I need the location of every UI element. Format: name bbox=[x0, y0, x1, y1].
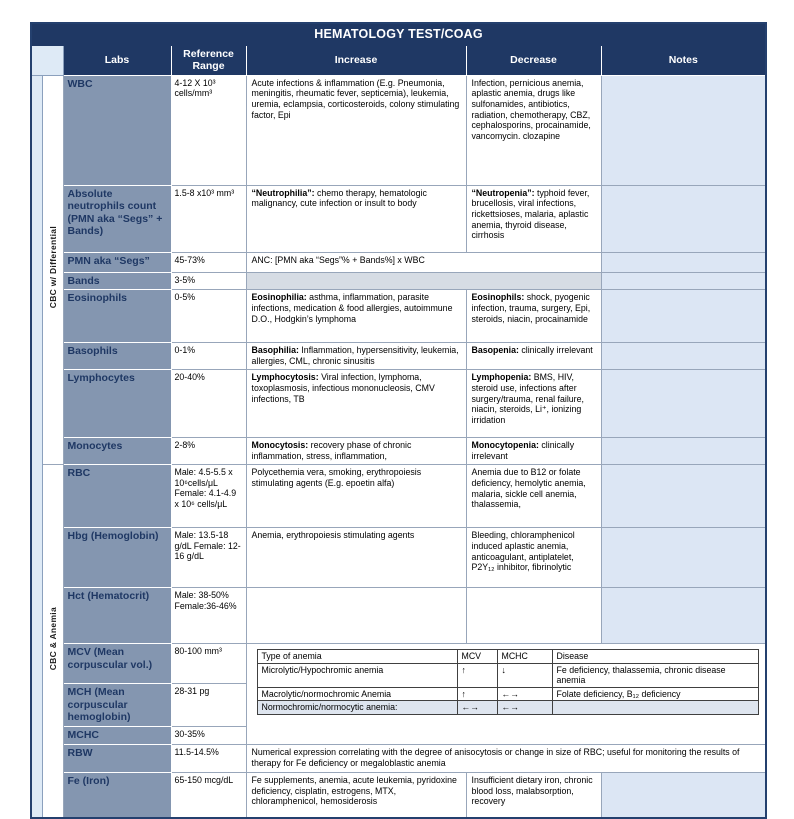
increase-monocytes bbox=[246, 438, 466, 465]
col-header-reference-range: Reference Range bbox=[171, 45, 246, 75]
table-row-mcv bbox=[31, 644, 766, 684]
notes-pmn bbox=[601, 252, 766, 272]
title-row bbox=[31, 23, 766, 45]
table-row-wbc bbox=[31, 75, 766, 185]
lab-monocytes: Monocytes bbox=[63, 438, 171, 465]
decrease-hbg: Bleeding, chloramphenicol induced aplastic anemia, anticoagulant, antiplatelet, P2Y₁₂ inhibitor, fibrinolytic bbox=[466, 528, 601, 588]
ref-hbg: Male: 13.5-18 g/dL Female: 12-16 g/dL bbox=[171, 528, 246, 588]
anemia-header-mcv: MCV bbox=[457, 650, 497, 664]
lab-bands: Bands bbox=[63, 272, 171, 290]
ref-bands: 3-5% bbox=[171, 272, 246, 290]
decrease-monocytes-term: Monocytopenia: bbox=[471, 440, 539, 451]
anemia-row-macrolytic bbox=[257, 687, 759, 701]
increase-wbc: Acute infections & inflammation (E.g. Pneumonia, meningitis, rheumatic fever, septicemia), leukemia, uremia, eclampsia, corticosteroids, colony stimulating factor, Epi bbox=[246, 75, 466, 185]
ref-basophils: 0-1% bbox=[171, 343, 246, 370]
lab-rbw: RBW bbox=[63, 744, 171, 772]
increase-eosinophils-term: Eosinophilia: bbox=[251, 292, 307, 303]
anemia-mchc-arrow: ←→ bbox=[497, 701, 552, 715]
group-label-text: CBC w/ Differential bbox=[47, 226, 58, 309]
table-row-monocytes bbox=[31, 438, 766, 465]
lab-lymphocytes: Lymphocytes bbox=[63, 370, 171, 438]
ref-fe: 65-150 mcg/dL bbox=[171, 772, 246, 818]
ref-mchc: 30-35% bbox=[171, 726, 246, 744]
lab-mch: MCH (Mean corpuscular hemoglobin) bbox=[63, 684, 171, 727]
increase-lymphocytes-text: Viral infection, lymphoma, toxoplasmosis, infectious mononucleosis, CMV infections, TB bbox=[251, 372, 435, 404]
ref-wbc: 4-12 X 10³ cells/mm³ bbox=[171, 75, 246, 185]
increase-basophils bbox=[246, 343, 466, 370]
page-title: HEMATOLOGY TEST/COAG bbox=[31, 23, 766, 45]
anemia-header-row bbox=[257, 650, 759, 664]
notes-rbc bbox=[601, 465, 766, 528]
increase-eosinophils bbox=[246, 290, 466, 343]
increase-hbg: Anemia, erythropoiesis stimulating agents bbox=[246, 528, 466, 588]
anemia-header-type: Type of anemia bbox=[257, 650, 457, 664]
anemia-types-cell bbox=[246, 644, 766, 745]
left-strip bbox=[31, 75, 42, 818]
notes-eosinophils bbox=[601, 290, 766, 343]
lab-hct: Hct (Hematocrit) bbox=[63, 588, 171, 644]
lab-basophils: Basophils bbox=[63, 343, 171, 370]
hematology-table bbox=[30, 22, 767, 819]
group-label-cbc-anemia bbox=[42, 465, 63, 819]
increase-basophils-term: Basophilia: bbox=[251, 345, 299, 356]
table-row-rbc bbox=[31, 465, 766, 528]
ref-neutrophils: 1.5-8 x10³ mm³ bbox=[171, 185, 246, 252]
increase-lymphocytes-term: Lymphocytosis: bbox=[251, 372, 319, 383]
anemia-mcv-arrow: ←→ bbox=[457, 701, 497, 715]
document-page bbox=[30, 22, 767, 819]
increase-rbc: Polycethemia vera, smoking, erythropoiesis stimulating agents (E.g. epoetin alfa) bbox=[246, 465, 466, 528]
increase-lymphocytes bbox=[246, 370, 466, 438]
lab-pmn: PMN aka “Segs” bbox=[63, 252, 171, 272]
notes-bands bbox=[601, 272, 766, 290]
notes-hct bbox=[601, 588, 766, 644]
decrease-hct bbox=[466, 588, 601, 644]
table-row-bands bbox=[31, 272, 766, 290]
decrease-basophils bbox=[466, 343, 601, 370]
decrease-monocytes bbox=[466, 438, 601, 465]
table-row-pmn bbox=[31, 252, 766, 272]
decrease-neutrophils-text: typhoid fever, brucellosis, viral infections, rickettsioses, malaria, aplastic anemia, thyroid disease, cirrhosis bbox=[471, 187, 590, 241]
ref-pmn: 45-73% bbox=[171, 252, 246, 272]
col-header-increase: Increase bbox=[246, 45, 466, 75]
increase-fe: Fe supplements, anemia, acute leukemia, pyridoxine deficiency, cisplatin, estrogens, MTX, chloramphenicol, hemosiderosis bbox=[246, 772, 466, 818]
header-corner bbox=[31, 45, 63, 75]
notes-hbg bbox=[601, 528, 766, 588]
ref-eosinophils: 0-5% bbox=[171, 290, 246, 343]
anemia-disease: Folate deficiency, B₁₂ deficiency bbox=[552, 687, 759, 701]
anemia-mchc-arrow: ↓ bbox=[497, 663, 552, 687]
table-row-eosinophils bbox=[31, 290, 766, 343]
notes-fe bbox=[601, 772, 766, 818]
table-row-lymphocytes bbox=[31, 370, 766, 438]
notes-basophils bbox=[601, 343, 766, 370]
lab-fe: Fe (Iron) bbox=[63, 772, 171, 818]
decrease-wbc: Infection, pernicious anemia, aplastic anemia, drugs like sulfonamides, antibiotics, radiation, chemotherapy, CBZ, cephalosporins, procainamide, vancomycin. clozapine bbox=[466, 75, 601, 185]
notes-lymphocytes bbox=[601, 370, 766, 438]
anemia-mchc-arrow: ←→ bbox=[497, 687, 552, 701]
group-label-text: CBC & Anemia bbox=[47, 607, 58, 671]
ref-rbc: Male: 4.5-5.5 x 10⁶cells/μL Female: 4.1-4.9 x 10⁶ cells/μL bbox=[171, 465, 246, 528]
increase-hct bbox=[246, 588, 466, 644]
lab-mcv: MCV (Mean corpuscular vol.) bbox=[63, 644, 171, 684]
notes-wbc bbox=[601, 75, 766, 185]
decrease-lymphocytes-text: BMS, HIV, steroid use, infections after surgery/trauma, renal failure, niacin, steroids, Li⁺, ionizing irridation bbox=[471, 372, 584, 425]
lab-wbc: WBC bbox=[63, 75, 171, 185]
ref-rbw: 11.5-14.5% bbox=[171, 744, 246, 772]
lab-neutrophils: Absolute neutrophils count (PMN aka “Segs” + Bands) bbox=[63, 185, 171, 252]
table-row-hct bbox=[31, 588, 766, 644]
increase-monocytes-term: Monocytosis: bbox=[251, 440, 309, 451]
group-label-cbc-differential bbox=[42, 75, 63, 465]
decrease-monocytes-text: clinically irrelevant bbox=[471, 440, 575, 461]
decrease-eosinophils bbox=[466, 290, 601, 343]
decrease-neutrophils-term: “Neutropenia”: bbox=[471, 187, 535, 198]
increase-neutrophils bbox=[246, 185, 466, 252]
col-header-labs: Labs bbox=[63, 45, 171, 75]
decrease-rbc: Anemia due to B12 or folate deficiency, hemolytic anemia, malaria, sickle cell anemia, thalassemia, bbox=[466, 465, 601, 528]
decrease-eosinophils-term: Eosinophils: bbox=[471, 292, 525, 303]
table-row-basophils bbox=[31, 343, 766, 370]
notes-neutrophils bbox=[601, 185, 766, 252]
increase-neutrophils-term: “Neutrophilia”: bbox=[251, 187, 315, 198]
table-row-fe bbox=[31, 772, 766, 818]
increase-basophils-text: Inflammation, hypersensitivity, leukemia, allergies, CML, chronic sinusitis bbox=[251, 345, 459, 366]
anemia-header-mchc: MCHC bbox=[497, 650, 552, 664]
col-header-decrease: Decrease bbox=[466, 45, 601, 75]
lab-hbg: Hbg (Hemoglobin) bbox=[63, 528, 171, 588]
anemia-mcv-arrow: ↑ bbox=[457, 663, 497, 687]
anemia-header-disease: Disease bbox=[552, 650, 759, 664]
table-row-hbg bbox=[31, 528, 766, 588]
decrease-basophils-term: Basopenia: bbox=[471, 345, 519, 356]
decrease-basophils-text: clinically irrelevant bbox=[518, 345, 593, 356]
decrease-fe: Insufficient dietary iron, chronic blood loss, malabsorption, recovery bbox=[466, 772, 601, 818]
notes-monocytes bbox=[601, 438, 766, 465]
lab-mchc: MCHC bbox=[63, 726, 171, 744]
decrease-eosinophils-text: shock, pyogenic infection, trauma, surgery, Epi, steroids, niacin, procainamide bbox=[471, 292, 591, 324]
lab-rbc: RBC bbox=[63, 465, 171, 528]
anc-formula: ANC: [PMN aka “Segs”% + Bands%] x WBC bbox=[246, 252, 601, 272]
anemia-type: Macrolytic/normochromic Anemia bbox=[257, 687, 457, 701]
lab-eosinophils: Eosinophils bbox=[63, 290, 171, 343]
ref-lymphocytes: 20-40% bbox=[171, 370, 246, 438]
anemia-disease bbox=[552, 701, 759, 715]
col-header-notes: Notes bbox=[601, 45, 766, 75]
anemia-disease: Fe deficiency, thalassemia, chronic disease anemia bbox=[552, 663, 759, 687]
ref-mcv: 80-100 mm³ bbox=[171, 644, 246, 684]
anemia-types-table bbox=[257, 649, 760, 715]
rbw-description: Numerical expression correlating with the degree of anisocytosis or change in size of RBC; useful for monitoring the results of therapy for Fe deficiency or megaloblastic anemia bbox=[246, 744, 766, 772]
anemia-mcv-arrow: ↑ bbox=[457, 687, 497, 701]
increase-neutrophils-text: chemo therapy, hematologic malignancy, cute infection or insult to body bbox=[251, 187, 427, 209]
decrease-lymphocytes-term: Lymphopenia: bbox=[471, 372, 532, 383]
ref-monocytes: 2-8% bbox=[171, 438, 246, 465]
increase-eosinophils-text: asthma, inflammation, parasite infections, medication & food allergies, autoimmune D.O., Hodgkin’s lymphoma bbox=[251, 292, 453, 324]
bands-span-cell bbox=[246, 272, 601, 290]
decrease-neutrophils bbox=[466, 185, 601, 252]
increase-monocytes-text: recovery phase of chronic inflammation, stress, inflammation, bbox=[251, 440, 412, 461]
table-row-rbw bbox=[31, 744, 766, 772]
anemia-row-normochromic bbox=[257, 701, 759, 715]
column-header-row bbox=[31, 45, 766, 75]
anemia-row-microlytic bbox=[257, 663, 759, 687]
decrease-lymphocytes bbox=[466, 370, 601, 438]
ref-hct: Male: 38-50% Female:36-46% bbox=[171, 588, 246, 644]
anemia-type: Normochromic/normocytic anemia: bbox=[257, 701, 457, 715]
table-row-neutrophils bbox=[31, 185, 766, 252]
ref-mch: 28-31 pg bbox=[171, 684, 246, 727]
anemia-type: Microlytic/Hypochromic anemia bbox=[257, 663, 457, 687]
